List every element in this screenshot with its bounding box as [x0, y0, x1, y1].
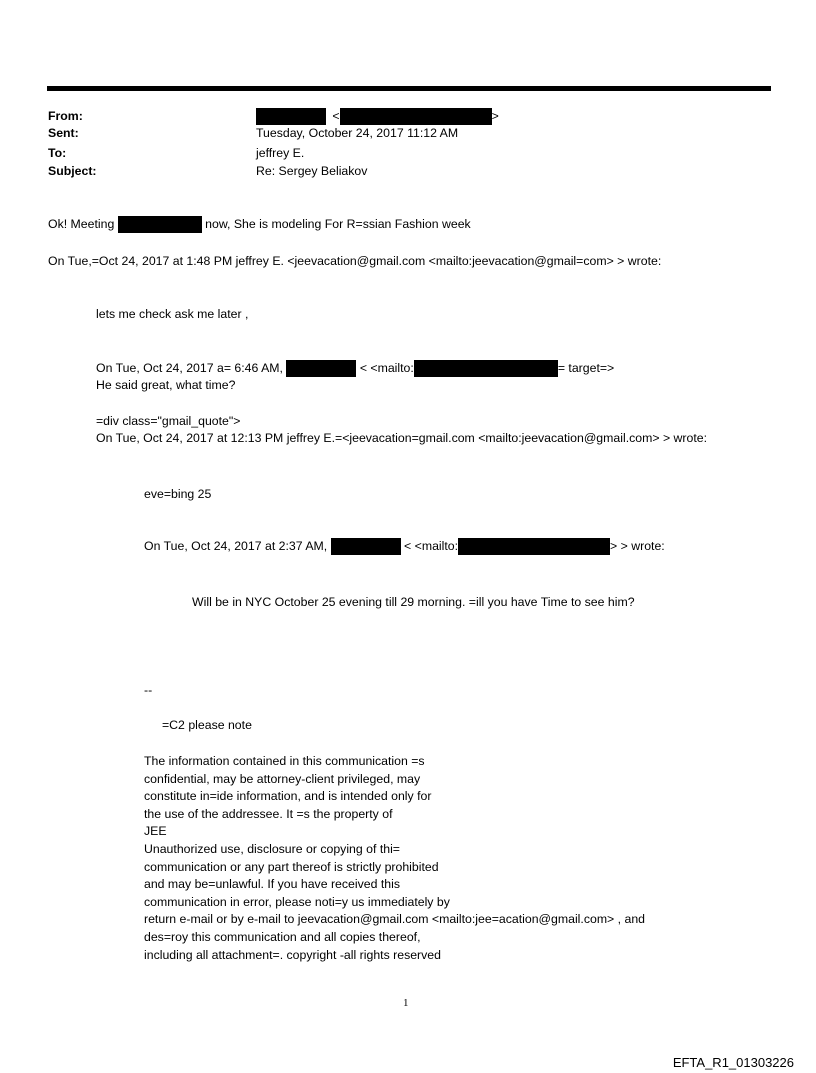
disclaimer-line: constitute in=ide information, and is intended only for: [144, 789, 432, 804]
quote-header-4-post: > > wrote:: [610, 539, 665, 553]
disclaimer-line: including all attachment=. copyright -all rights reserved: [144, 947, 441, 962]
quote-header-4-mid: < <mailto:: [404, 539, 459, 553]
disclaimer-line: communication or any part thereof is strictly prohibited: [144, 859, 439, 874]
redaction-bar: [414, 360, 558, 377]
disclaimer-line: des=roy this communication and all copies thereof,: [144, 929, 421, 944]
quote-header-2-mid: < <mailto:: [359, 361, 414, 375]
sent-value: Tuesday, October 24, 2017 11:12 AM: [256, 126, 459, 140]
to-label: To:: [48, 146, 67, 160]
disclaimer-line: confidential, may be attorney-client privileged, may: [144, 771, 421, 786]
document-id: EFTA_R1_01303226: [672, 1055, 794, 1070]
header-rule: [47, 86, 771, 91]
redaction-bar: [331, 538, 401, 555]
disclaimer-line: Unauthorized use, disclosure or copying of thi=: [144, 841, 400, 856]
quote-header-3: On Tue, Oct 24, 2017 at 12:13 PM jeffrey E.=<jeevacation=gmail.com <mailto:jeevacation@gmail.com> > wrote:: [96, 431, 708, 445]
disclaimer-line: return e-mail or by e-mail to jeevacation@gmail.com <mailto:jee=acation@gmail.com> , and: [144, 912, 646, 927]
from-close-bracket: >: [491, 109, 499, 123]
page-number: 1: [403, 997, 409, 1009]
redaction-bar: [458, 538, 610, 555]
disclaimer: [144, 753, 645, 964]
subject-label: Subject:: [48, 164, 97, 178]
redaction-bar: [340, 108, 492, 125]
redaction-bar: [256, 108, 326, 125]
sent-label: Sent:: [48, 126, 79, 140]
quote-header-1: On Tue,=Oct 24, 2017 at 1:48 PM jeffrey E. <jeevacation@gmail.com <mailto:jeevacation@gmail=com> > wrote:: [48, 254, 662, 268]
disclaimer-line: and may be=unlawful. If you have received this: [144, 877, 400, 892]
quote-header-2: [96, 360, 614, 377]
disclaimer-line: The information contained in this communication =s: [144, 754, 425, 768]
disclaimer-line: the use of the addressee. It =s the property of: [144, 806, 393, 821]
disclaimer-line: communication in error, please noti=y us immediately by: [144, 894, 450, 909]
body-line-1: [48, 216, 471, 233]
redaction-bar: [286, 360, 356, 377]
to-value: jeffrey E.: [256, 146, 305, 160]
from-open-bracket: <: [332, 109, 340, 123]
disclaimer-line: JEE: [144, 824, 167, 839]
body-line-3: lets me check ask me later ,: [96, 307, 249, 321]
body-line-1-post: now, She is modeling For R=ssian Fashion week: [205, 217, 471, 231]
body-line-1-pre: Ok! Meeting: [48, 217, 115, 231]
redaction-bar: [118, 216, 202, 233]
quote-header-4: [144, 538, 665, 555]
body-line-5: He said great, what time?: [96, 378, 236, 392]
signature-note: =C2 please note: [162, 718, 252, 732]
from-label: From:: [48, 109, 83, 123]
body-line-10: Will be in NYC October 25 evening till 29 morning. =ill you have Time to see him?: [192, 595, 635, 609]
from-value: [256, 108, 499, 125]
quote-header-4-pre: On Tue, Oct 24, 2017 at 2:37 AM,: [144, 539, 328, 553]
quote-header-2-pre: On Tue, Oct 24, 2017 a= 6:46 AM,: [96, 361, 283, 375]
body-line-6: =div class="gmail_quote">: [96, 414, 241, 428]
quote-header-2-post: = target=>: [557, 361, 615, 375]
body-line-8: eve=bing 25: [144, 487, 212, 501]
signature-dash: --: [144, 683, 153, 697]
subject-value: Re: Sergey Beliakov: [256, 164, 368, 178]
